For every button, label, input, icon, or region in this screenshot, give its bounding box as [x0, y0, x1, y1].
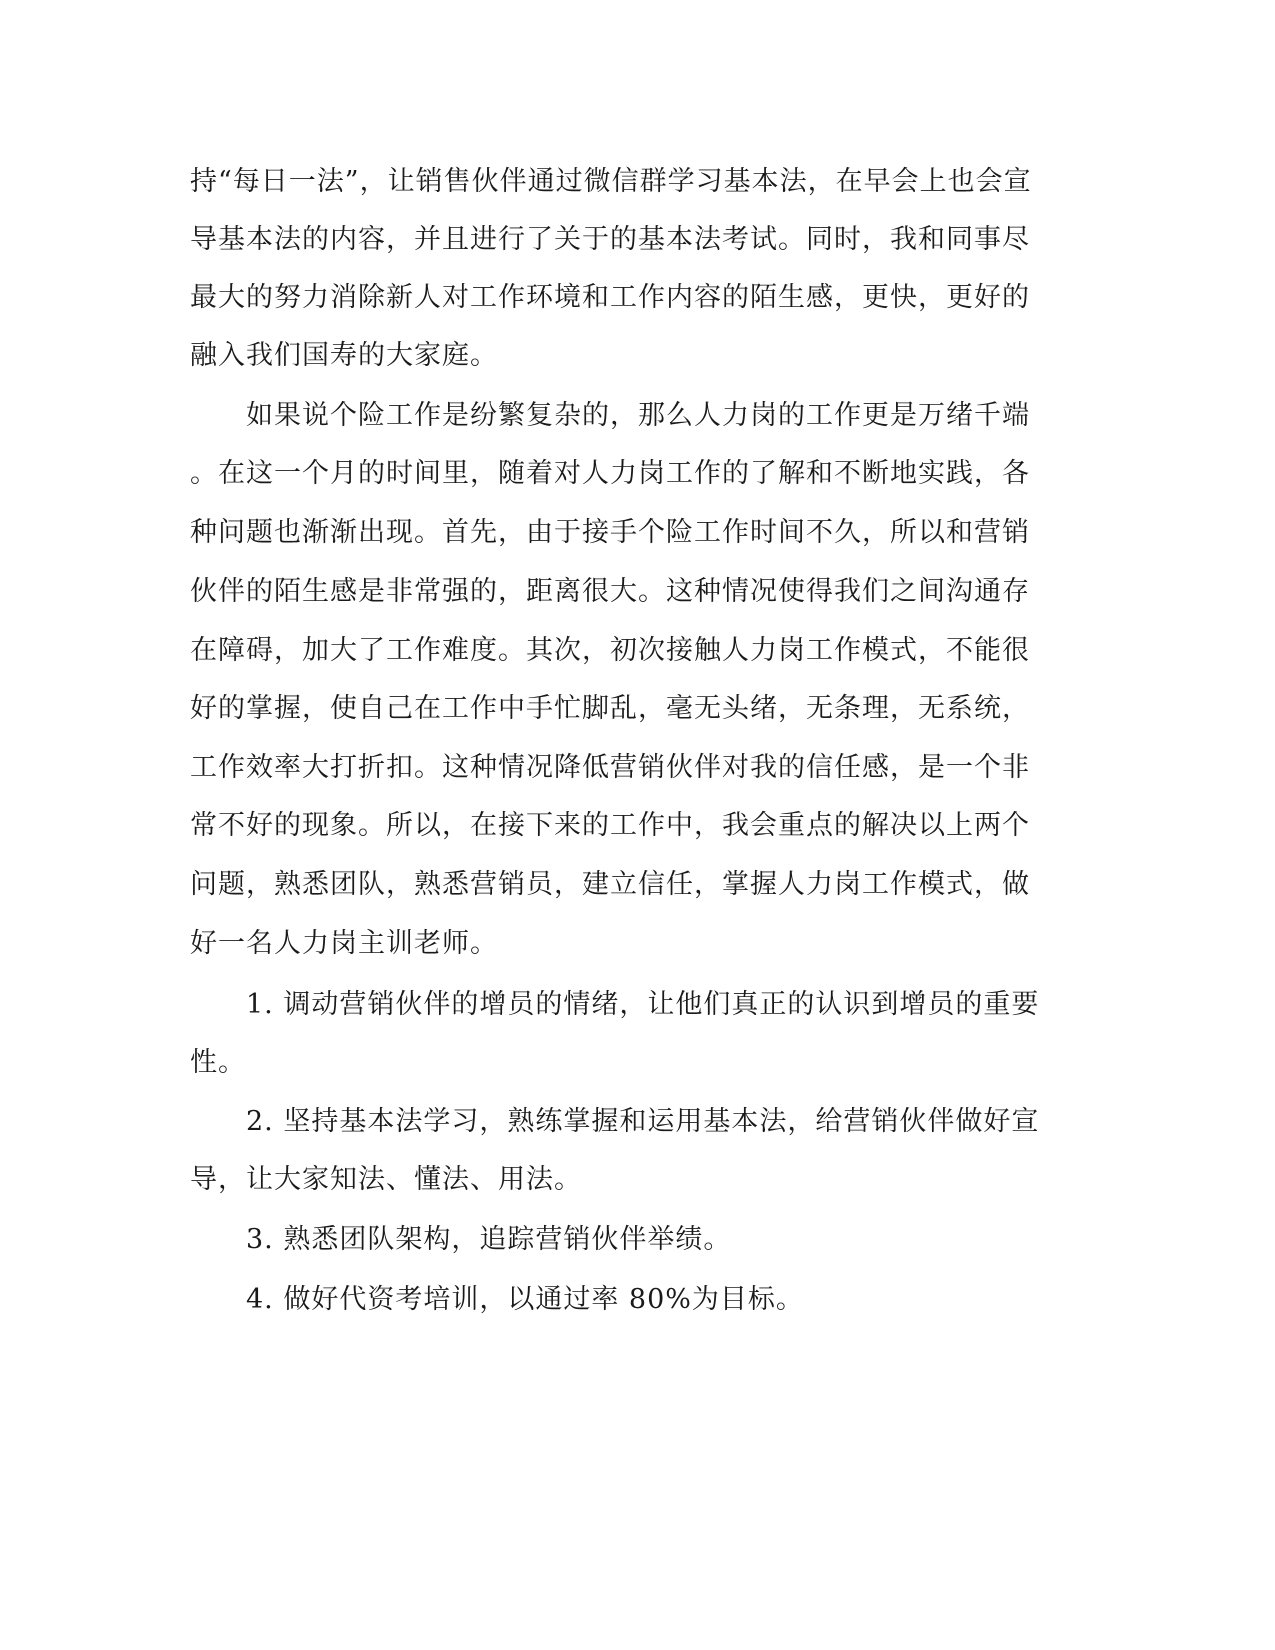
text-line: 问题，熟悉团队，熟悉营销员，建立信任，掌握人力岗工作模式，做 [190, 869, 1030, 900]
text-line: 种问题也渐渐出现。首先，由于接手个险工作时间不久，所以和营销 [190, 517, 1030, 548]
text-line: 常不好的现象。所以，在接下来的工作中，我会重点的解决以上两个 [190, 810, 1030, 841]
text-line: 导基本法的内容，并且进行了关于的基本法考试。同时，我和同事尽 [190, 224, 1030, 255]
text-line: 好一名人力岗主训老师。 [190, 928, 498, 959]
text-line: 导，让大家知法、懂法、用法。 [190, 1164, 582, 1195]
text-line: 融入我们国寿的大家庭。 [190, 340, 498, 371]
text-line: 2. 坚持基本法学习，熟练掌握和运用基本法，给营销伙伴做好宣 [190, 1106, 1040, 1137]
text-line: 伙伴的陌生感是非常强的，距离很大。这种情况使得我们之间沟通存 [190, 576, 1030, 607]
text-line: 。在这一个月的时间里，随着对人力岗工作的了解和不断地实践，各 [190, 458, 1030, 489]
text-line: 性。 [190, 1047, 246, 1078]
text-line: 好的掌握，使自己在工作中手忙脚乱，毫无头绪，无条理，无系统， [190, 693, 1030, 724]
text-line: 工作效率大打折扣。这种情况降低营销伙伴对我的信任感，是一个非 [190, 752, 1030, 783]
text-line: 持“每日一法”，让销售伙伴通过微信群学习基本法，在早会上也会宣 [190, 166, 1032, 197]
text-line: 如果说个险工作是纷繁复杂的，那么人力岗的工作更是万绪千端 [190, 400, 1030, 431]
text-line: 最大的努力消除新人对工作环境和工作内容的陌生感，更快，更好的 [190, 282, 1030, 313]
text-line: 4. 做好代资考培训，以通过率 80%为目标。 [190, 1284, 804, 1315]
text-line: 1. 调动营销伙伴的增员的情绪，让他们真正的认识到增员的重要 [190, 989, 1040, 1020]
text-line: 3. 熟悉团队架构，追踪营销伙伴举绩。 [190, 1224, 732, 1255]
text-line: 在障碍，加大了工作难度。其次，初次接触人力岗工作模式，不能很 [190, 635, 1030, 666]
